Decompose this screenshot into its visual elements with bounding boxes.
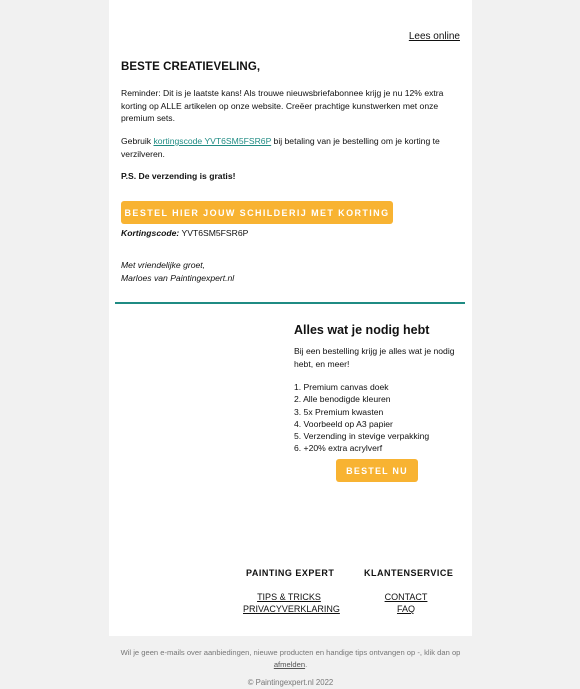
signature-line-2: Marloes van Paintingexpert.nl	[121, 272, 235, 283]
discount-code-separator: :	[176, 228, 180, 238]
list-item: 2. Alle benodigde kleuren	[294, 394, 391, 405]
discount-code-link[interactable]: kortingscode YVT6SM5FSR6P	[153, 136, 272, 146]
list-item: 1. Premium canvas doek	[294, 382, 389, 392]
unsubscribe-text: Wil je geen e-mails over aanbiedingen, nieuwe producten en handige tips ontvangen op -, klik dan op	[120, 648, 461, 657]
copyright: © Paintingexpert.nl 2022	[247, 678, 334, 687]
list-item: 6. +20% extra acrylverf	[294, 443, 383, 454]
email-card	[109, 0, 472, 636]
footer-links-klantenservice	[359, 591, 453, 615]
product-list	[294, 381, 429, 455]
footer-link-faq[interactable]: FAQ	[396, 604, 415, 614]
code-paragraph-prefix: Gebruik	[121, 136, 154, 146]
footer-link-contact[interactable]: CONTACT	[384, 592, 428, 602]
discount-code-label: Kortingscode	[121, 228, 177, 238]
footer-link-privacy[interactable]: PRIVACYVERKLARING	[243, 604, 340, 614]
product-intro: Bij een bestelling krijg je alles wat je nodig hebt, en meer!	[294, 346, 455, 369]
footer-title-painting-expert: PAINTING EXPERT	[246, 568, 335, 578]
unsubscribe-note	[109, 647, 472, 670]
list-item: 3. 5x Premium kwasten	[294, 406, 384, 417]
product-title: Alles wat je nodig hebt	[294, 323, 430, 337]
unsubscribe-end: .	[305, 659, 308, 669]
order-now-button[interactable]: BESTEL NU	[336, 459, 418, 482]
list-item: 4. Voorbeeld op A3 papier	[294, 418, 393, 429]
footer-title-klantenservice: KLANTENSERVICE	[364, 568, 454, 578]
list-item: 5. Verzending in stevige verpakking	[294, 431, 430, 442]
ps-note: P.S. De verzending is gratis!	[121, 171, 236, 181]
signature-line-1: Met vriendelijke groet,	[121, 260, 206, 270]
section-divider	[115, 302, 465, 304]
unsubscribe-link[interactable]: afmelden	[273, 659, 306, 669]
greeting-heading: BESTE CREATIEVELING,	[121, 61, 261, 73]
code-paragraph-suffix: bij betaling van je bestelling om je korting te verzilveren.	[121, 136, 440, 159]
signature	[121, 259, 234, 284]
footer-links-painting-expert	[243, 591, 340, 615]
order-painting-button[interactable]: BESTEL HIER JOUW SCHILDERIJ MET KORTING	[121, 201, 393, 224]
read-online-link[interactable]: Lees online	[408, 31, 460, 42]
code-paragraph	[121, 135, 456, 160]
footer-link-tips[interactable]: TIPS & TRICKS	[257, 592, 321, 602]
reminder-paragraph: Reminder: Dit is je laatste kans! Als trouwe nieuwsbriefabonnee krijg je nu 12% extra korting op ALLE artikelen op onze website. Creëer prachtige kunstwerken met onze premium sets.	[121, 88, 444, 123]
discount-code-line	[121, 228, 248, 238]
discount-code-value: YVT6SM5FSR6P	[179, 228, 249, 238]
